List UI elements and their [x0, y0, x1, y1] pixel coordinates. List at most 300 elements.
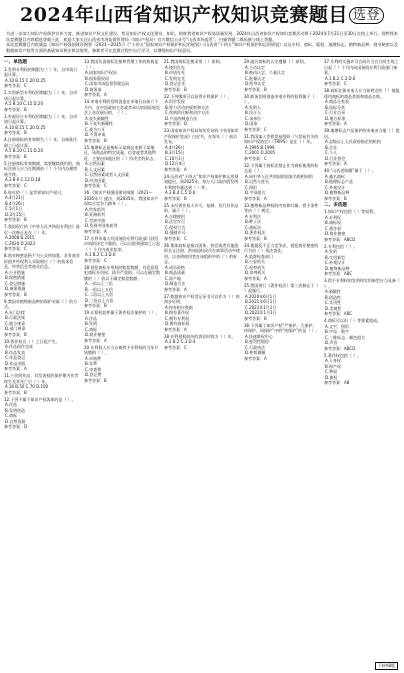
question-option: A.持有相应数据	[165, 304, 193, 310]
question-option: D.国家	[245, 121, 258, 127]
answer-line	[324, 237, 400, 243]
intro-paragraph-1: 为进一步加大知识产权保护宣传力度，推进知识产权文化建设，普及知识产权文化建设、知识，助推我省知识产权高质量发展，2024年山西省知识产权知识竞赛活动将于2024年7月21日至30日在线上举行。现特将本次竞赛题目内容精选登载于此，欢迎大家关注山西省市场监督管理局（知识产权局）官方微信公众号“山西市场监管”，扫描答题二维码参与线上答题。	[6, 31, 398, 42]
question-option: B.作品发表	[5, 349, 26, 355]
answer-value: A	[184, 286, 187, 292]
question-option: B.商品质量	[165, 270, 186, 276]
question-option: A.5 B.10 C.15 D.20	[5, 101, 43, 107]
answer-value: C	[104, 183, 107, 189]
question-stem: 23.国家知识产权局每年发布的《中国知识产权保护状况》白皮书，在每年（ ）前后发布。	[164, 128, 239, 145]
question-stem: 4.注册商标的有效期为（ ）年，自核准注册之日起计算。	[4, 137, 78, 148]
question-option: B.惩罚性赔偿	[245, 339, 270, 345]
question-option: B.4月26日	[5, 200, 25, 206]
question-option: D.3月15日	[5, 211, 25, 217]
question-option: A.自然因素	[85, 161, 105, 167]
question-option: D.登记费	[85, 372, 102, 378]
question-stem: 2.专利包括（ ）。	[324, 243, 358, 249]
answer-prefix: 参考答案：	[324, 311, 344, 317]
question-option: B.2021年6月1日	[245, 299, 277, 305]
question-item	[244, 283, 320, 322]
answer-prefix: 参考答案：	[4, 389, 24, 395]
question-option: D.作品出版	[5, 360, 26, 366]
answer-prefix: 参考答案：	[244, 126, 264, 132]
question-option: C.批量认定	[245, 75, 266, 81]
answer-value: B	[184, 86, 187, 92]
question-item	[164, 243, 240, 293]
answer-value: D	[24, 424, 28, 430]
question-item	[164, 174, 240, 202]
answer-prefix: 参考答案：	[4, 331, 24, 337]
question-option: D.著作权法	[245, 230, 266, 236]
question-option: C.商标	[85, 326, 98, 332]
answer-value: C	[24, 246, 27, 252]
answer-line	[164, 121, 240, 127]
answer-line	[4, 83, 80, 89]
question-option: C.著作权	[325, 225, 342, 231]
answer-line	[244, 196, 320, 202]
answer-prefix: 参考答案：	[4, 217, 24, 223]
question-option: A.10 B.15 C.20 D.25	[5, 77, 46, 83]
question-stem: 38.商标注册申请人应当按规定的（ ）填报使用商标的商品类别和商品名称。	[324, 88, 400, 99]
question-option: A.文字、图形	[325, 323, 349, 329]
answer-prefix: 参考答案：	[84, 92, 104, 98]
answer-value: B	[264, 235, 267, 241]
answer-prefix: 参考答案：	[84, 228, 104, 234]
question-option: B.人文因素	[85, 166, 106, 172]
answer-value: ABC	[344, 271, 353, 277]
question-option: D.强制许可	[165, 230, 186, 236]
intro-text	[6, 31, 398, 53]
question-option: D.发展中国家前列	[85, 223, 118, 229]
question-item	[84, 99, 160, 143]
question-option: A.1995 B.1999	[245, 144, 275, 150]
question-stem: 10.著作权自（ ）之日起产生。	[4, 338, 60, 344]
answer-value: A	[24, 366, 27, 372]
answer-prefix: 参考答案：	[164, 195, 184, 201]
section-heading: 一、单选题	[4, 60, 27, 66]
question-item	[244, 59, 320, 92]
answer-prefix: 参考答案：	[324, 121, 344, 127]
question-option: A.商品分类表	[325, 99, 349, 105]
question-stem: 12.下列不属于知识产权客体的是（ ）。	[4, 396, 76, 402]
question-option: A.3 B.6 C.12 D.18	[5, 177, 41, 183]
answer-value: A	[104, 92, 107, 98]
question-item	[324, 128, 400, 167]
answer-value: A	[264, 275, 267, 281]
question-option: A.一倍以上三倍	[85, 281, 113, 287]
answer-line	[164, 167, 240, 173]
answer-value: B	[24, 153, 27, 159]
question-option: B.公安机关	[245, 259, 266, 265]
question-option: C.物权	[325, 369, 338, 375]
question-option: D.经济因素	[85, 177, 106, 183]
question-item	[164, 128, 240, 172]
question-option: C.视为公开	[85, 126, 106, 132]
answer-value: C	[104, 257, 107, 263]
question-item	[244, 243, 320, 282]
answer-value: A	[184, 166, 187, 172]
question-option: D.植物新品种	[325, 190, 350, 196]
answer-line	[4, 183, 80, 189]
question-option: A.世界前列	[85, 206, 105, 212]
answer-line	[4, 332, 80, 338]
answer-value: A	[344, 161, 347, 167]
answer-prefix: 参考答案：	[324, 195, 344, 201]
question-option: C.作品登记	[5, 355, 26, 361]
answer-line	[164, 236, 240, 242]
answer-prefix: 参考答案：	[244, 195, 264, 201]
newspaper-page	[0, 3, 404, 673]
answer-prefix: 参考答案：	[244, 155, 264, 161]
question-stem: 20.专利权人应当自被授予专利权的当年开始缴纳（ ）。	[84, 344, 159, 356]
question-option: A.专利权	[325, 214, 341, 220]
answer-value: ABCD	[344, 345, 356, 351]
question-option: A.作品	[5, 402, 17, 408]
question-stem: 24.山西省“十四五”知识产权保护和运用规划提出，到2025年，每万人口高价值发明专利拥有量达到（ ）件。	[164, 173, 239, 190]
answer-value: A	[104, 228, 107, 234]
answer-prefix: 参考答案：	[164, 286, 184, 292]
question-item	[324, 168, 400, 201]
answer-prefix: 参考答案：	[4, 291, 24, 297]
question-stem: 1.发明专利权的期限为（ ）年，自申请日起计算。	[4, 66, 78, 78]
answer-value: C	[264, 126, 267, 132]
question-option: B.企业	[325, 144, 338, 150]
question-option: A.丧失新颖性	[85, 115, 109, 121]
answer-line	[164, 87, 240, 93]
question-option: D.登记在先	[165, 81, 186, 87]
question-option: D.制造方法	[165, 281, 186, 287]
question-stem: 3.授予专利权的发明和实用新型应当具备（ ）。	[324, 278, 400, 289]
question-option: A.5 B.10 C.15 D.20	[5, 148, 43, 154]
question-item	[324, 244, 400, 277]
question-option: D.商业秘密	[85, 332, 106, 338]
answer-line	[324, 380, 400, 386]
answer-prefix: 参考答案：	[324, 271, 344, 277]
answer-value: D	[184, 121, 188, 127]
question-stem: 3.外观设计专利权的期限为（ ）年，自申请日起计算。	[4, 113, 78, 125]
question-columns	[4, 59, 400, 651]
question-option: A.新颖性	[325, 289, 341, 295]
question-stem: 7.我国现行的《中华人民共和国专利法》最近一次修正是在（ ）年。	[4, 224, 80, 235]
question-stem: 25.未经著作权人许可，复制、发行其作品的，属于（ ）。	[164, 202, 239, 214]
answer-prefix: 参考答案：	[84, 257, 104, 263]
question-option: A.1 B.2 C.3 D.6	[85, 252, 116, 258]
question-option: D.商务部	[85, 86, 102, 92]
question-option: D.拥有商标权	[165, 321, 190, 327]
question-option: D.不得申请	[85, 132, 106, 138]
question-option: C.拥有专利权	[165, 315, 190, 321]
question-option: D.字母组合	[245, 190, 266, 196]
question-option: A.人身权	[325, 358, 341, 364]
question-stem: 31.我国加入世界贸易组织《与贸易有关的知识产权协定》（TRIPS）是在（ ）年。	[244, 133, 319, 145]
question-stem: 17.专利申请人对国务院专利行政部门驳回申请的决定不服的，可以自收到通知之日起（ ）个月内请求复审。	[84, 235, 160, 252]
question-option: A.1 B.2 C.3 D.6	[325, 75, 356, 81]
question-stem: 37.专利的实施许可合同应当自合同生效之日起（ ）个月内向国务院专利行政部门备案。	[324, 59, 399, 76]
question-option: B.申请在先	[165, 70, 186, 76]
question-option: D.债权	[325, 374, 338, 380]
question-item	[4, 397, 80, 430]
question-option: D.美观性	[325, 305, 342, 311]
question-option: A.快速维权中心	[245, 333, 273, 339]
answer-value: A	[104, 337, 107, 343]
question-option: C.登记措施	[5, 280, 26, 286]
question-option: C.原产地	[165, 275, 182, 281]
question-item	[4, 137, 80, 159]
answer-prefix: 参考答案：	[164, 235, 184, 241]
question-item	[4, 90, 80, 112]
answer-value: A	[184, 326, 187, 332]
question-item	[244, 134, 320, 162]
question-item	[4, 299, 80, 338]
answer-prefix: 参考答案：	[324, 161, 344, 167]
question-option: C.个人	[325, 150, 338, 156]
answer-value: B	[184, 195, 187, 201]
question-item	[4, 190, 80, 223]
question-option: B.被动认定、个案认定	[245, 70, 286, 76]
answer-prefix: 参考答案：	[84, 183, 104, 189]
question-option: A.1 B.2 C.3 D.4	[165, 339, 196, 345]
answer-prefix: 参考答案：	[244, 235, 264, 241]
question-option: C.国家市场监督管理总局	[85, 81, 130, 87]
question-item	[84, 59, 160, 98]
question-option: C.5月1日	[5, 206, 23, 212]
answer-line	[324, 271, 400, 277]
divider	[4, 56, 400, 57]
answer-prefix: 参考答案：	[244, 355, 264, 361]
question-option: C.10月1日	[165, 155, 185, 161]
answer-line	[84, 92, 160, 98]
column-1	[4, 59, 80, 651]
answer-line	[84, 229, 160, 235]
answer-line	[84, 183, 160, 189]
answer-value: C	[184, 235, 187, 241]
question-option: C.行业目录	[325, 110, 346, 116]
question-option: B.保密措施	[5, 275, 26, 281]
answer-line	[84, 378, 160, 384]
answer-line	[244, 127, 320, 133]
question-stem: 35.我国现行《著作权法》第三次修正于（ ）起施行。	[244, 282, 319, 294]
intro-paragraph-2: 本次竞赛题目内容涵盖《知识产权强国建设纲要（2021—2035）》《“十四五”国家知识产权保护和运用规划》《山西省“十四五”知识产权保护和运用规划》以及专利、商标、版权、地理标志、植物新品种、商业秘密以及数据知识产权等方面的基础知识和法律法规等，参赛者可在竞赛过程中自行学习，以增强知识产权意识。	[6, 42, 398, 53]
question-option: B.智力活动的规则和方法	[165, 104, 210, 110]
answer-line	[4, 130, 80, 136]
answer-line	[244, 356, 320, 362]
question-option: B.年费	[85, 361, 98, 367]
question-option: A.4月26日	[165, 144, 185, 150]
question-item	[164, 334, 240, 351]
question-item	[4, 373, 80, 395]
question-option: A.3 B.4 C.5 D.6	[165, 190, 196, 196]
answer-value: B	[24, 106, 27, 112]
question-option: A.县级以上人民政府指定的机构	[325, 139, 381, 145]
question-item	[244, 323, 320, 362]
answer-line	[164, 287, 240, 293]
answer-value: B	[24, 291, 27, 297]
answer-line	[164, 196, 240, 202]
question-option: D.地方标准	[325, 115, 346, 121]
question-stem: 5.著作权包括（ ）。	[324, 352, 362, 358]
question-item	[164, 94, 240, 127]
answer-prefix: 参考答案：	[4, 366, 24, 372]
question-option: D.商业秘密	[325, 231, 346, 237]
question-option: A.合理使用	[165, 213, 185, 219]
question-option: B.商标权	[325, 220, 342, 226]
answer-prefix: 参考答案：	[4, 246, 24, 252]
question-option: C.外观设计	[325, 260, 346, 266]
question-option: A.专门法律	[5, 309, 25, 315]
question-item	[324, 209, 400, 242]
answer-prefix: 参考答案：	[4, 130, 24, 136]
answer-value: C	[24, 83, 27, 89]
question-item	[324, 278, 400, 317]
answer-line	[4, 217, 80, 223]
answer-prefix: 参考答案：	[84, 337, 104, 343]
question-option: B.发明创造	[5, 407, 26, 413]
question-option: B.亚洲前列	[85, 212, 106, 218]
question-stem: 13.我国负责商标注册和管理工作的机构是（ ）。	[84, 59, 159, 70]
question-item	[164, 294, 240, 333]
question-option: D.审判机关	[245, 270, 266, 276]
question-item	[164, 59, 240, 92]
question-option: B.地理标志产品	[325, 179, 354, 185]
question-option: A.国家知识产权局	[85, 70, 117, 76]
title-tag: 选登	[349, 7, 384, 24]
question-stem: 32.下列属于商标法禁止作为商标使用的标志是（ ）。	[244, 162, 319, 174]
question-option: D.产品的制造方法	[165, 115, 198, 121]
question-stem: 36.下列属于知识产权“严保护、大保护、快保护、同保护”中的“快保护”的是（ ）。	[244, 322, 320, 334]
question-stem: 5.注册商标有效期满，需要继续使用的，商标注册人应当在期满前（ ）个月内办理续展手续。	[4, 160, 80, 177]
answer-prefix: 参考答案：	[84, 303, 104, 309]
question-stem: 9.我国对植物新品种的保护采取（ ）的方式。	[4, 298, 78, 310]
question-option: A.主动认定	[245, 64, 265, 70]
answer-prefix: 参考答案：	[164, 166, 184, 172]
answer-prefix: 参考答案：	[84, 377, 104, 383]
question-option: D.声音	[325, 340, 338, 346]
question-option: B.自然人姓名	[245, 179, 270, 185]
page-title	[4, 3, 400, 28]
question-option: D.三倍以上五倍	[85, 297, 114, 303]
question-option: B.种子法	[245, 219, 262, 225]
question-option: A.使用在先	[165, 64, 185, 70]
question-stem: 30.职务发明创造申请专利的权利属于（ ）。	[244, 93, 315, 105]
question-option: C.外观设计	[325, 184, 346, 190]
answer-line	[324, 121, 400, 127]
question-item	[84, 265, 160, 309]
question-option: D.植物新品种	[325, 265, 350, 271]
question-option: A.成员资格	[165, 264, 185, 270]
question-option: B.国际分类	[325, 104, 346, 110]
question-option: C.二倍以上五倍	[85, 292, 114, 298]
answer-prefix: 参考答案：	[324, 380, 344, 386]
answer-line	[244, 276, 320, 282]
question-option: C.该单位	[245, 115, 262, 121]
question-item	[84, 145, 160, 189]
question-stem: 1.知识产权包括（ ）等权利。	[324, 209, 378, 215]
column-2	[84, 59, 160, 651]
question-option: B.字母、数字	[325, 329, 350, 335]
answer-line	[84, 258, 160, 264]
answer-prefix: 参考答案：	[164, 344, 184, 350]
title-text: 2024年山西省知识产权知识竞赛题目	[20, 4, 348, 26]
question-option: C.世界中游	[85, 217, 106, 223]
answer-value: C	[24, 182, 27, 188]
question-option: B.一倍以上五倍	[85, 286, 114, 292]
question-option: C.检察机关	[245, 264, 266, 270]
answer-value: B	[104, 137, 107, 143]
question-option: D.终身认定	[245, 81, 266, 87]
question-stem: 22.下列哪项可以获得专利保护（ ）。	[164, 93, 232, 99]
question-option: B.行政法规	[5, 315, 26, 321]
answer-value: ABC	[344, 311, 353, 317]
question-option: B.财产权	[325, 363, 342, 369]
question-item	[4, 339, 80, 372]
answer-value: B	[24, 217, 27, 223]
question-option: D.备案措施	[5, 286, 26, 292]
question-option: C.2001 D.2005	[245, 150, 276, 156]
question-stem: 16.《知识产权强国建设纲要（2021—2035年）》提出，到2035年，我国知识产权综合竞争力跻身（ ）。	[84, 190, 159, 207]
question-item	[4, 67, 80, 89]
question-option: D.行业协会	[325, 155, 346, 161]
question-option: A.2008 B.2015	[5, 235, 35, 241]
answer-prefix: 参考答案：	[164, 86, 184, 92]
answer-prefix: 参考答案：	[244, 275, 264, 281]
section-heading: 二、多选题	[324, 202, 347, 208]
question-stem: 14.申请专利的发明创造在申请日以前六个月内，在中国政府主办或者承认的国际展览会上首次展出的，（ ）。	[84, 99, 160, 116]
column-3	[164, 59, 240, 651]
question-stem: 6.每年的（ ）是世界知识产权日。	[4, 189, 66, 195]
answer-line	[4, 246, 80, 252]
question-item	[4, 161, 80, 189]
question-option: B.创造性	[325, 294, 342, 300]
answer-value: A	[264, 355, 267, 361]
answer-value: C	[344, 81, 347, 87]
answer-prefix: 参考答案：	[4, 424, 24, 430]
question-item	[324, 88, 400, 127]
answer-prefix: 参考答案：	[244, 315, 264, 321]
question-option: A.驰名商标	[325, 173, 345, 179]
question-item	[84, 345, 160, 384]
answer-line	[84, 138, 160, 144]
question-item	[244, 203, 320, 242]
answer-prefix: 参考答案：	[324, 345, 344, 351]
question-option: A.申请费	[85, 355, 101, 361]
question-option: D.自然资源	[5, 418, 26, 424]
answer-line	[244, 236, 320, 242]
answer-prefix: 参考答案：	[84, 137, 104, 143]
question-stem: 28.专利侵权纠纷的诉讼时效为（ ）年。	[164, 333, 236, 339]
question-option: C.2020 D.2023	[5, 240, 36, 246]
answer-line	[4, 154, 80, 160]
answer-value: B	[264, 315, 267, 321]
question-stem: 33.植物新品种权的内容和归属、授予条件等由（ ）规定。	[244, 202, 319, 214]
question-option: A.作品	[85, 315, 97, 321]
question-stem: 39.地理标志产品保护的申请由当地（ ）提出。	[324, 128, 400, 139]
question-item	[244, 163, 320, 202]
answer-value: B	[264, 86, 267, 92]
question-stem: 4.商标可以由（ ）等要素组成。	[324, 318, 382, 324]
question-option: C.发明在先	[165, 75, 186, 81]
answer-value: B	[24, 331, 27, 337]
column-4	[244, 59, 320, 651]
question-option: C.三维标志、颜色组合	[325, 334, 366, 340]
question-option: B.法定许可	[165, 219, 186, 225]
answer-value: B	[344, 195, 347, 201]
question-option: A.4月23日	[5, 195, 25, 201]
answer-value: A	[264, 195, 267, 201]
question-option: D.仲裁调解	[245, 350, 266, 356]
answer-value: C	[184, 344, 187, 350]
question-option: C.商标法	[245, 224, 262, 230]
question-stem: 27.数据知识产权登记证书可以作为（ ）的初步证明。	[164, 293, 240, 305]
answer-prefix: 参考答案：	[4, 182, 24, 188]
